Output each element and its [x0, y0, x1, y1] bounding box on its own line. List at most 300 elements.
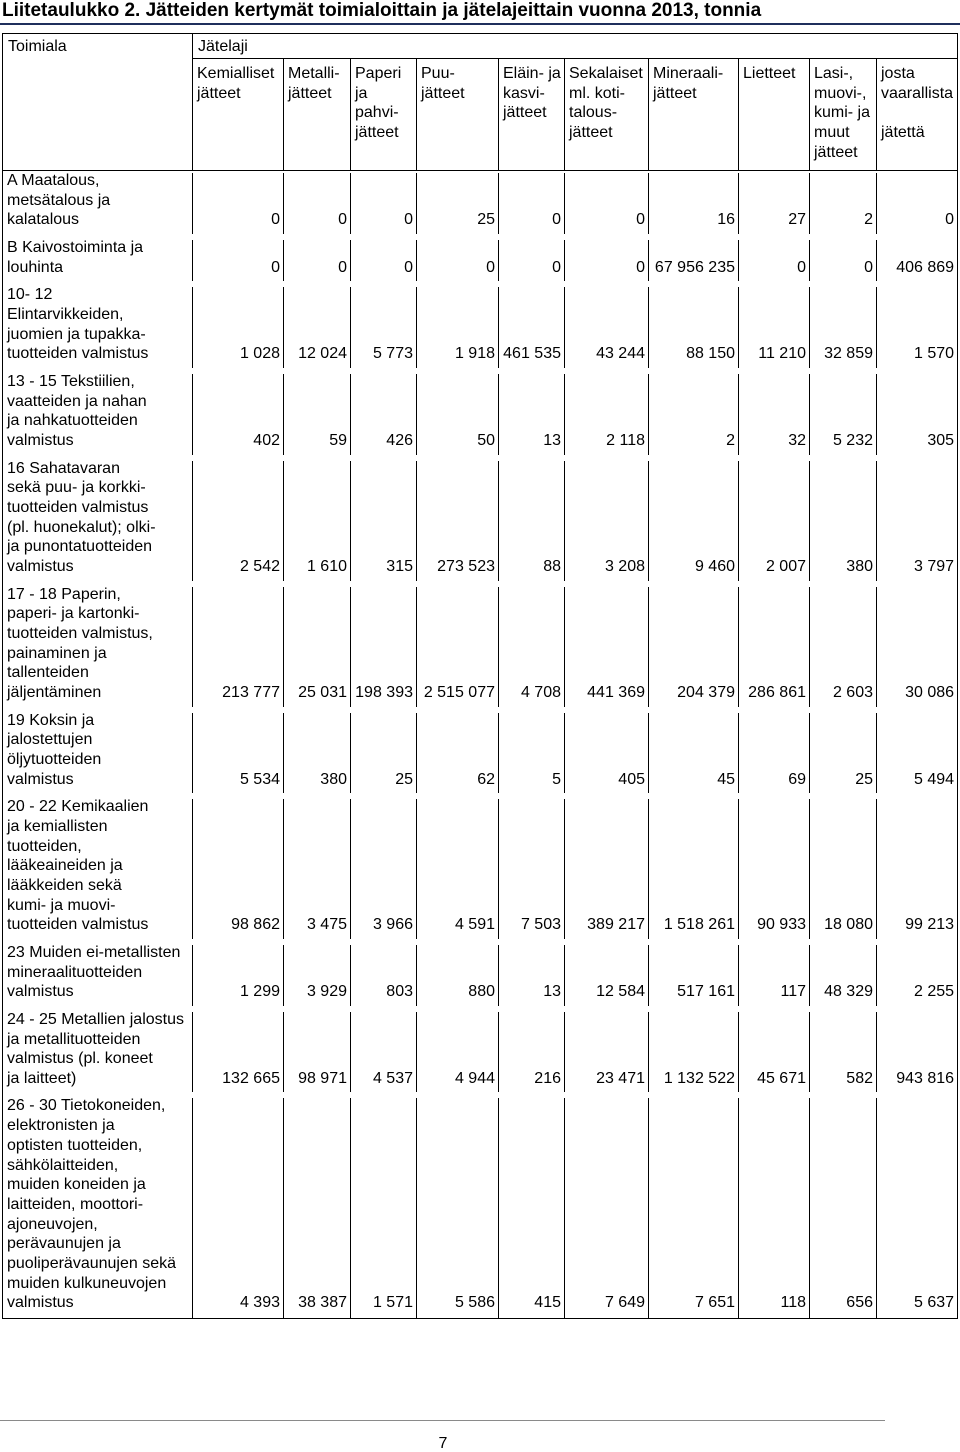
value-text: 2 255 — [913, 983, 955, 1001]
value-text: 0 — [338, 258, 347, 276]
value-cell — [192, 171, 283, 238]
row-label-line: tuotteiden valmistus — [7, 498, 149, 516]
row-label-line: valmistus — [7, 770, 74, 788]
table-row — [3, 372, 957, 459]
value-cell — [876, 711, 957, 798]
value-text: 18 080 — [824, 916, 873, 934]
value-text: 90 933 — [757, 916, 806, 934]
waste-table — [3, 34, 957, 1318]
table-row — [3, 1096, 957, 1318]
value-cell — [416, 285, 498, 372]
value-cell — [350, 943, 416, 1010]
value-cell — [738, 711, 809, 798]
row-label-line: valmistus — [7, 1294, 74, 1312]
column-header-line: ja — [355, 84, 368, 102]
value-cell — [738, 372, 809, 459]
column-header-line: jätteet — [503, 104, 547, 122]
value-cell — [564, 238, 648, 285]
row-label — [3, 1096, 192, 1318]
value-cell — [416, 171, 498, 238]
row-label-line: optisten tuotteiden, — [7, 1136, 143, 1154]
value-text: 2 118 — [606, 431, 645, 449]
value-text: 1 918 — [454, 345, 495, 363]
value-text: 98 971 — [298, 1069, 347, 1087]
value-text: 5 232 — [832, 431, 873, 449]
column-header-line: jätteet — [421, 84, 465, 102]
value-cell — [876, 238, 957, 285]
row-label-line: paperi- ja kartonki- — [7, 605, 140, 623]
value-text: 118 — [780, 1294, 806, 1312]
value-text: 2 — [726, 431, 735, 449]
value-cell — [809, 585, 876, 711]
row-label-line: lääkeaineiden ja — [7, 857, 123, 875]
row-label-line: metsätalous ja — [7, 191, 111, 209]
value-cell — [564, 711, 648, 798]
row-label — [3, 711, 192, 798]
value-cell — [498, 372, 564, 459]
value-text: 1 610 — [306, 557, 347, 575]
value-cell — [876, 797, 957, 943]
value-cell — [416, 238, 498, 285]
value-cell — [192, 797, 283, 943]
value-text: 0 — [486, 258, 495, 276]
value-text: 415 — [534, 1294, 561, 1312]
value-text: 880 — [468, 983, 495, 1001]
row-label-line: 19 Koksin ja — [7, 711, 95, 729]
value-text: 2 007 — [765, 557, 806, 575]
row-label-line: sekä puu- ja korkki- — [7, 479, 146, 497]
value-cell — [283, 943, 350, 1010]
value-cell — [192, 285, 283, 372]
value-text: 380 — [320, 770, 347, 788]
value-cell — [283, 711, 350, 798]
value-text: 0 — [271, 258, 280, 276]
row-label-line: laitteiden, moottori- — [7, 1195, 144, 1213]
value-text: 1 571 — [372, 1294, 413, 1312]
value-text: 0 — [404, 258, 413, 276]
column-header-line: muut — [814, 124, 850, 142]
value-cell — [192, 711, 283, 798]
table-body — [3, 171, 957, 1318]
value-cell — [738, 238, 809, 285]
table-row — [3, 711, 957, 798]
row-label-line: ja metallituotteiden — [7, 1030, 141, 1048]
value-cell — [283, 797, 350, 943]
value-cell — [283, 459, 350, 585]
value-text: 0 — [404, 211, 413, 229]
value-cell — [648, 943, 738, 1010]
row-label-line: mineraalituotteiden — [7, 963, 143, 981]
column-header-line: muovi-, — [814, 84, 867, 102]
row-label-line: tuotteiden valmistus, — [7, 624, 153, 642]
value-text: 3 475 — [306, 916, 347, 934]
row-label-line: sähkölaitteiden, — [7, 1156, 119, 1174]
value-cell — [192, 943, 283, 1010]
value-text: 13 — [543, 983, 561, 1001]
value-cell — [738, 285, 809, 372]
column-header-line: Sekalaiset — [569, 65, 643, 82]
value-text: 32 — [788, 431, 806, 449]
value-text: 656 — [846, 1294, 873, 1312]
column-header-line: jätteet — [814, 143, 858, 161]
value-cell — [350, 585, 416, 711]
value-text: 50 — [477, 431, 495, 449]
row-label-line: 10- 12 — [7, 286, 53, 304]
value-cell — [564, 1010, 648, 1097]
value-text: 88 150 — [686, 345, 735, 363]
value-text: 88 — [543, 557, 561, 575]
row-label-line: muiden kulkuneuvojen — [7, 1274, 167, 1292]
value-text: 62 — [477, 770, 495, 788]
value-text: 38 387 — [298, 1294, 347, 1312]
value-text: 12 584 — [596, 983, 645, 1001]
column-header-line: jätettä — [881, 124, 925, 142]
value-text: 0 — [945, 211, 955, 229]
row-label-line: tallenteiden — [7, 664, 89, 682]
value-cell — [283, 585, 350, 711]
column-header-9 — [809, 59, 876, 171]
row-label — [3, 285, 192, 372]
column-header-line: Lietteet — [743, 65, 796, 82]
column-header-line: Puu- — [421, 65, 455, 82]
value-text: 99 213 — [905, 916, 955, 934]
value-cell — [648, 238, 738, 285]
value-cell — [498, 585, 564, 711]
value-text: 1 570 — [913, 345, 955, 363]
column-header-7 — [648, 59, 738, 171]
value-text: 0 — [864, 258, 873, 276]
value-text: 27 — [788, 211, 806, 229]
value-cell — [498, 1096, 564, 1318]
value-text: 98 862 — [231, 916, 280, 934]
row-label-line: valmistus — [7, 431, 74, 449]
value-cell — [809, 285, 876, 372]
value-text: 25 — [855, 770, 873, 788]
value-text: 7 651 — [694, 1294, 735, 1312]
value-text: 5 — [552, 770, 561, 788]
value-text: 2 542 — [239, 557, 280, 575]
value-cell — [283, 372, 350, 459]
value-cell — [738, 797, 809, 943]
value-cell — [416, 711, 498, 798]
header-row-group — [3, 34, 957, 59]
page-number: 7 — [438, 1435, 448, 1452]
value-cell — [876, 943, 957, 1010]
value-cell — [738, 459, 809, 585]
column-header-5 — [498, 59, 564, 171]
row-label-line: 17 - 18 Paperin, — [7, 585, 121, 603]
value-cell — [564, 459, 648, 585]
value-text: 5 494 — [913, 770, 955, 788]
column-header-line: jätteet — [569, 124, 613, 142]
value-text: 213 777 — [222, 683, 280, 701]
value-text: 48 329 — [824, 983, 873, 1001]
value-cell — [498, 797, 564, 943]
value-text: 7 503 — [520, 916, 561, 934]
column-header-1 — [192, 59, 283, 171]
value-cell — [809, 1096, 876, 1318]
value-cell — [416, 459, 498, 585]
value-text: 2 515 077 — [423, 683, 495, 701]
value-text: 286 861 — [748, 683, 806, 701]
value-cell — [498, 1010, 564, 1097]
value-cell — [192, 372, 283, 459]
value-text: 216 — [534, 1069, 561, 1087]
column-header-line: ml. koti- — [569, 84, 625, 102]
value-text: 45 — [717, 770, 735, 788]
value-text: 943 816 — [896, 1069, 955, 1087]
waste-table-frame — [2, 33, 958, 1319]
value-cell — [498, 459, 564, 585]
value-text: 0 — [636, 258, 645, 276]
value-cell — [564, 285, 648, 372]
column-header-line: kasvi- — [503, 84, 545, 102]
table-row — [3, 459, 957, 585]
value-cell — [416, 797, 498, 943]
value-cell — [416, 1096, 498, 1318]
row-label-line: ja punontatuotteiden — [7, 538, 153, 556]
value-cell — [350, 1096, 416, 1318]
value-cell — [498, 238, 564, 285]
column-header-line: jätteet — [288, 84, 332, 102]
value-cell — [648, 1010, 738, 1097]
value-text: 1 299 — [239, 983, 280, 1001]
table-header — [3, 34, 957, 171]
value-text: 3 208 — [604, 557, 645, 575]
row-label-line: jäljentäminen — [7, 683, 102, 701]
value-text: 315 — [386, 557, 413, 575]
value-cell — [648, 711, 738, 798]
value-cell — [283, 1096, 350, 1318]
value-text: 3 797 — [913, 557, 955, 575]
row-label-line: 16 Sahatavaran — [7, 459, 120, 477]
value-text: 16 — [717, 211, 735, 229]
value-text: 0 — [552, 258, 561, 276]
value-text: 9 460 — [694, 557, 735, 575]
row-label-line: ja nahkatuotteiden — [7, 412, 138, 430]
value-cell — [350, 285, 416, 372]
column-header-line: josta — [881, 65, 915, 82]
row-label-line: louhinta — [7, 258, 64, 276]
value-cell — [738, 943, 809, 1010]
value-text: 4 944 — [454, 1069, 495, 1087]
value-cell — [738, 1010, 809, 1097]
value-cell — [283, 285, 350, 372]
value-cell — [350, 711, 416, 798]
row-label-line: vaatteiden ja nahan — [7, 392, 147, 410]
value-cell — [564, 585, 648, 711]
value-cell — [876, 372, 957, 459]
value-cell — [564, 797, 648, 943]
value-cell — [564, 943, 648, 1010]
column-header-10 — [876, 59, 957, 171]
value-cell — [809, 459, 876, 585]
value-cell — [876, 285, 957, 372]
value-text: 517 161 — [677, 983, 735, 1001]
column-header-line: jätteet — [355, 124, 399, 142]
value-cell — [738, 1096, 809, 1318]
row-label-line: puoliperävaunujen sekä — [7, 1254, 177, 1272]
column-header-line: Paperi — [355, 65, 402, 82]
value-text: 0 — [271, 211, 280, 229]
value-text: 803 — [386, 983, 413, 1001]
column-header-line: jätteet — [197, 84, 241, 102]
table-row — [3, 285, 957, 372]
value-cell — [809, 1010, 876, 1097]
column-header-line: jätteet — [653, 84, 697, 102]
value-cell — [809, 171, 876, 238]
row-label-line: ja laitteet) — [7, 1069, 77, 1087]
value-text: 405 — [618, 770, 645, 788]
value-text: 582 — [846, 1069, 873, 1087]
row-label-line: kumi- ja muovi- — [7, 896, 116, 914]
table-row — [3, 797, 957, 943]
column-group-label: Jätelaji — [192, 34, 957, 59]
value-text: 30 086 — [905, 683, 955, 701]
column-header-2 — [283, 59, 350, 171]
value-text: 69 — [788, 770, 806, 788]
row-label — [3, 943, 192, 1010]
value-cell — [738, 585, 809, 711]
value-text: 25 — [395, 770, 413, 788]
value-text: 0 — [797, 258, 806, 276]
column-header-8 — [738, 59, 809, 171]
row-label-line: öljytuotteiden — [7, 750, 102, 768]
value-cell — [416, 1010, 498, 1097]
column-header-6 — [564, 59, 648, 171]
row-label — [3, 372, 192, 459]
row-label-line: painaminen ja — [7, 644, 107, 662]
value-cell — [192, 1010, 283, 1097]
column-header-line: Metalli- — [288, 65, 340, 82]
value-cell — [498, 285, 564, 372]
column-header-line: Kemialliset — [197, 65, 275, 82]
value-text: 11 210 — [758, 345, 806, 363]
value-text: 59 — [329, 431, 347, 449]
value-cell — [648, 171, 738, 238]
value-text: 5 773 — [372, 345, 413, 363]
value-cell — [498, 171, 564, 238]
value-cell — [416, 372, 498, 459]
value-cell — [350, 372, 416, 459]
value-text: 4 708 — [520, 683, 561, 701]
row-label-line: tuotteiden valmistus — [7, 916, 149, 934]
column-header-line: kumi- ja — [814, 104, 871, 122]
row-label-line: Elintarvikkeiden, — [7, 305, 124, 323]
value-text: 3 929 — [306, 983, 347, 1001]
value-text: 461 535 — [503, 345, 561, 363]
row-label-line: B Kaivostoiminta ja — [7, 238, 144, 256]
value-cell — [809, 797, 876, 943]
row-label — [3, 238, 192, 285]
value-cell — [283, 238, 350, 285]
value-cell — [283, 171, 350, 238]
value-cell — [876, 459, 957, 585]
value-text: 67 956 235 — [654, 258, 735, 276]
value-text: 13 — [543, 431, 561, 449]
row-label-line: kalatalous — [7, 211, 80, 229]
value-text: 2 — [864, 211, 873, 229]
table-row — [3, 585, 957, 711]
value-text: 441 369 — [587, 683, 645, 701]
footer-rule — [0, 1420, 885, 1421]
row-label-line: juomien ja tupakka- — [7, 325, 146, 343]
column-header-line: Mineraali- — [653, 65, 724, 82]
row-label-line: elektronisten ja — [7, 1117, 115, 1135]
value-cell — [738, 171, 809, 238]
column-header-line: Eläin- ja — [503, 65, 561, 82]
value-cell — [192, 459, 283, 585]
column-header-line: talous- — [569, 104, 618, 122]
value-cell — [350, 459, 416, 585]
value-cell — [283, 1010, 350, 1097]
row-label — [3, 171, 192, 238]
row-label — [3, 1010, 192, 1097]
value-cell — [876, 1096, 957, 1318]
value-cell — [564, 372, 648, 459]
table-row — [3, 171, 957, 238]
value-text: 32 859 — [824, 345, 873, 363]
value-cell — [498, 711, 564, 798]
value-cell — [648, 285, 738, 372]
value-cell — [809, 238, 876, 285]
row-label-line: perävaunujen ja — [7, 1235, 121, 1253]
table-row — [3, 238, 957, 285]
value-cell — [809, 372, 876, 459]
value-cell — [350, 238, 416, 285]
value-text: 1 518 261 — [663, 916, 735, 934]
column-header-3 — [350, 59, 416, 171]
value-text: 1 028 — [239, 345, 280, 363]
value-cell — [876, 585, 957, 711]
value-text: 305 — [927, 431, 955, 449]
value-text: 12 024 — [298, 345, 347, 363]
value-text: 0 — [636, 211, 645, 229]
row-label-line: A Maatalous, — [7, 172, 100, 189]
row-label-line: lääkkeiden sekä — [7, 876, 122, 894]
value-cell — [350, 797, 416, 943]
column-header-line: vaarallista — [881, 84, 954, 102]
value-cell — [350, 1010, 416, 1097]
value-text: 45 671 — [757, 1069, 806, 1087]
value-text: 0 — [338, 211, 347, 229]
value-text: 43 244 — [596, 345, 645, 363]
value-cell — [192, 1096, 283, 1318]
page-title: Liitetaulukko 2. Jätteiden kertymät toimialoittain ja jätelajeittain vuonna 2013, tonnia — [2, 0, 762, 21]
table-row — [3, 1010, 957, 1097]
value-text: 204 379 — [677, 683, 735, 701]
row-label-line: valmistus (pl. koneet — [7, 1050, 153, 1068]
value-text: 198 393 — [355, 683, 413, 701]
value-text: 7 649 — [604, 1294, 645, 1312]
row-label-line: jalostettujen — [7, 731, 93, 749]
table-row — [3, 943, 957, 1010]
value-text: 5 534 — [239, 770, 280, 788]
value-text: 117 — [780, 983, 806, 1001]
row-label-line: muiden koneiden ja — [7, 1176, 146, 1194]
value-text: 5 586 — [454, 1294, 495, 1312]
value-text: 426 — [386, 431, 413, 449]
row-label-line: 24 - 25 Metallien jalostus — [7, 1010, 184, 1028]
value-cell — [564, 171, 648, 238]
value-text: 406 869 — [896, 258, 955, 276]
row-label-line: 13 - 15 Tekstiilien, — [7, 372, 135, 390]
row-label-line: valmistus — [7, 557, 74, 575]
value-cell — [648, 1096, 738, 1318]
row-label-line: tuotteiden valmistus — [7, 345, 149, 363]
value-text: 0 — [552, 211, 561, 229]
value-cell — [648, 459, 738, 585]
